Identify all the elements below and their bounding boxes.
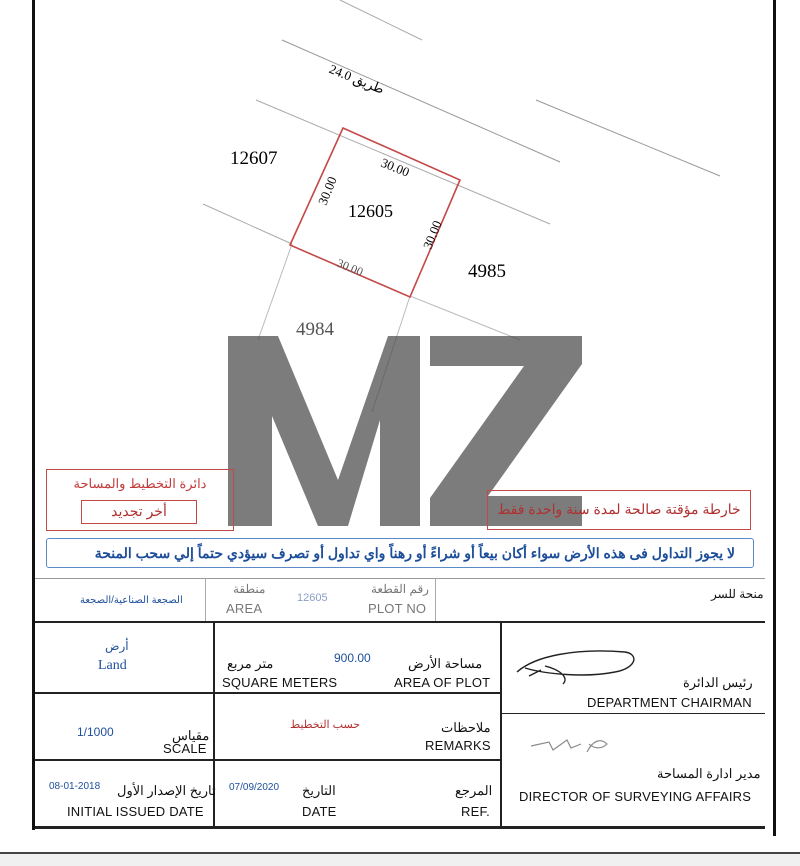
dimension-right: 30.00 — [419, 218, 445, 252]
plot-no-value: 12605 — [297, 592, 328, 604]
stamp-department-name: دائرة التخطيط والمساحة — [73, 476, 207, 491]
director-label-en: DIRECTOR OF SURVEYING AFFAIRS — [519, 789, 752, 804]
area-label-ar: منطقة — [233, 582, 266, 596]
table-col-1b — [435, 578, 436, 621]
table-rule-bottom — [35, 826, 765, 829]
chairman-label-en: DEPARTMENT CHAIRMAN — [587, 695, 752, 710]
scale-label-ar: مقياس — [172, 728, 210, 743]
grant-label: منحة للسر — [711, 587, 764, 601]
dimension-top: 30.00 — [378, 154, 412, 180]
table-col-1a — [205, 578, 206, 621]
date-value: 07/09/2020 — [229, 782, 280, 793]
director-label-ar: مدير ادارة المساحة — [657, 766, 761, 781]
chairman-signature — [505, 642, 645, 688]
dimension-bottom: 30.00 — [334, 255, 366, 279]
ref-label-ar: المرجع — [455, 783, 493, 798]
road-edge-top — [340, 0, 422, 40]
stamp-last-renewal: أخر تجديد — [81, 500, 197, 524]
dimension-left: 30.00 — [314, 174, 340, 208]
remarks-label-ar: ملاحظات — [441, 720, 491, 735]
boundary-west — [203, 204, 292, 244]
table-rule-top — [35, 578, 765, 579]
plot-info-table — [35, 578, 765, 828]
date-label-en: DATE — [302, 804, 337, 819]
area-label-en: AREA — [226, 601, 263, 616]
plot-no-label-ar: رقم القطعة — [371, 582, 429, 596]
ref-label-en: REF. — [461, 804, 490, 819]
plot-number-12607: 12607 — [230, 148, 278, 169]
boundary-south-west — [258, 244, 292, 340]
table-rule-2b — [500, 713, 765, 714]
plot-number-subject: 12605 — [348, 201, 393, 221]
date-label-ar: التاريخ — [302, 783, 336, 798]
initial-issued-date-value: 08-01-2018 — [49, 781, 101, 792]
table-rule-2 — [35, 692, 500, 694]
initial-issued-date-label-en: INITIAL ISSUED DATE — [67, 804, 204, 819]
square-meters-label-en: SQUARE METERS — [222, 675, 338, 690]
plot-no-label-en: PLOT NO — [368, 601, 427, 616]
scale-value: 1/1000 — [77, 725, 114, 739]
director-signature — [527, 732, 617, 758]
remarks-value: حسب التخطيط — [290, 719, 361, 731]
remarks-label-en: REMARKS — [425, 738, 491, 753]
scale-label-en: SCALE — [163, 741, 207, 756]
road-edge-upper — [282, 40, 560, 162]
plot-number-4985: 4985 — [468, 261, 506, 282]
table-rule-3 — [35, 759, 500, 761]
square-meters-label-ar: متر مربع — [227, 656, 274, 671]
table-rule-1 — [35, 621, 765, 623]
table-col-3 — [500, 623, 502, 828]
department-stamp — [46, 469, 234, 531]
land-type-en: Land — [98, 658, 127, 673]
area-of-plot-label-ar: مساحة الأرض — [408, 656, 483, 671]
road-edge-upper-right — [536, 100, 720, 176]
initial-issued-date-label-ar: تاريخ الإصدار الأول — [117, 783, 216, 798]
trading-warning: لا يجوز التداول فى هذه الأرض سواء أكان بيعاً أو شراءً أو رهناً واي تداول أو تصرف سيؤدي حتماً إلي سحب المنحة — [46, 538, 754, 568]
area-value: الصجعة الصناعية/الصجعة — [80, 595, 183, 606]
plot-area-value: 900.00 — [334, 651, 371, 665]
road-label: طريق 24.0 — [327, 61, 387, 97]
bottom-strip — [0, 854, 800, 866]
temporary-map-notice: خارطة مؤقتة صالحة لمدة سنة واحدة فقط — [487, 490, 751, 530]
area-of-plot-label-en: AREA OF PLOT — [394, 675, 491, 690]
chairman-label-ar: رئيس الدائرة — [683, 675, 753, 690]
plot-number-4984: 4984 — [296, 319, 334, 340]
land-type-ar: أرض — [105, 639, 129, 653]
